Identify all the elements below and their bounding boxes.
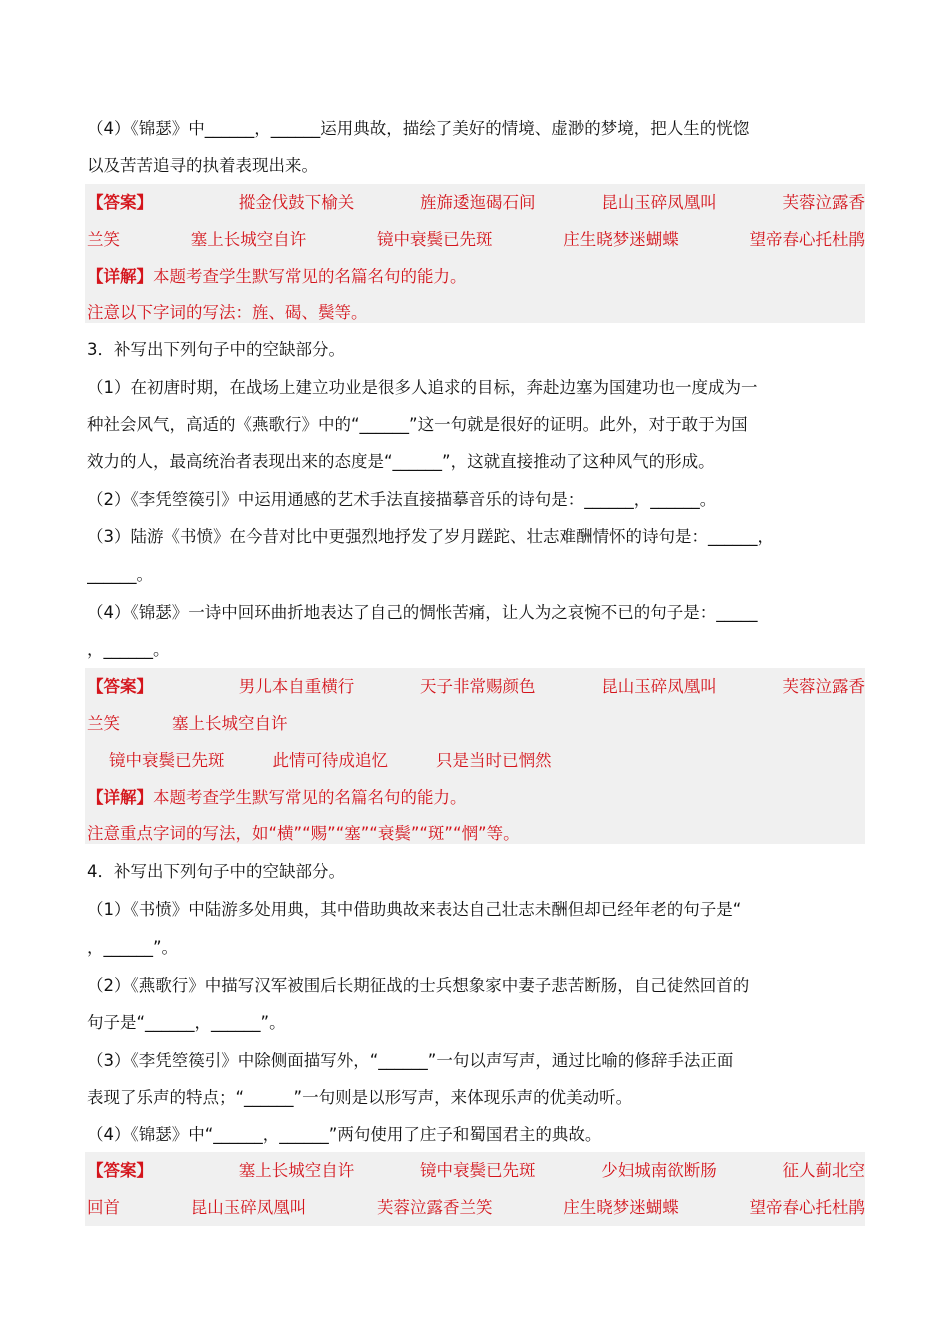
prev-q4-line2: 以及苦苦追寻的执着表现出来。 — [87, 156, 318, 175]
answer-label: 【答案】 — [87, 1161, 153, 1180]
q3-answer-row2 — [87, 705, 865, 742]
q3-p1-l2: 种社会风气，高适的《燕歌行》中的“______”这一句就是很好的证明。此外，对于敢于为国 — [87, 415, 748, 434]
answer-item: 男儿本自重横行 — [238, 677, 355, 696]
answer-item: 塞上长城空自许 — [238, 1161, 355, 1180]
answer-item: 镜中衰鬓已先斑 — [420, 1161, 536, 1180]
prev-answer-row1 — [87, 184, 865, 221]
q4-p2-l1: （2）《燕歌行》中描写汉军被围后长期征战的士兵想象家中妻子悲苦断肠，自己徒然回首的 — [87, 976, 750, 995]
answer-label: 【答案】 — [87, 677, 153, 696]
answer-item: 芙蓉泣露香 — [782, 193, 865, 212]
q3-p3-l1: （3）陆游《书愤》在今昔对比中更强烈地抒发了岁月蹉跎、壮志难酬情怀的诗句是：______， — [87, 527, 774, 546]
q4-p1-l2: ，______”。 — [87, 938, 179, 957]
answer-item: 镜中衰鬓已先斑 — [377, 230, 493, 249]
q4-answer-row1 — [87, 1152, 865, 1189]
detail-text: 本题考查学生默写常见的名篇名句的能力。 — [153, 267, 467, 286]
q3-note: 注意重点字词的写法，如“横”“赐”“塞”“衰鬓”“斑”“惘”等。 — [87, 824, 520, 843]
answer-item: 芙蓉泣露香兰笑 — [377, 1198, 493, 1217]
detail-label: 【详解】 — [87, 788, 153, 807]
answer-item: 征人蓟北空 — [782, 1161, 865, 1180]
answer-item: 望帝春心托杜鹃 — [749, 230, 865, 249]
q4-p4: （4）《锦瑟》中“______，______”两句使用了庄子和蜀国君主的典故。 — [87, 1125, 602, 1144]
answer-item: 昆山玉碎凤凰叫 — [190, 1198, 307, 1217]
answer-item: 庄生晓梦迷蝴蝶 — [563, 1198, 679, 1217]
answer-item: 少妇城南欲断肠 — [601, 1161, 717, 1180]
q3-detail — [87, 779, 865, 816]
q4-p3-l2: 表现了乐声的特点；“______”一句则是以形写声，来体现乐声的优美动听。 — [87, 1088, 633, 1107]
answer-item: 昆山玉碎凤凰叫 — [601, 677, 717, 696]
q3-answer-row1 — [87, 668, 865, 705]
answer-item: 望帝春心托杜鹃 — [749, 1198, 865, 1217]
q3-p4-l1: （4）《锦瑟》一诗中回环曲折地表达了自己的惆怅苦痛，让人为之哀惋不已的句子是：_____ — [87, 603, 758, 622]
answer-item: 塞上长城空自许 — [190, 230, 307, 249]
answer-item: 天子非常赐颜色 — [420, 677, 536, 696]
q3-p1-l1: （1）在初唐时期，在战场上建立功业是很多人追求的目标，奔赴边塞为国建功也一度成为一 — [87, 378, 758, 397]
answer-item: 回首 — [87, 1198, 120, 1217]
answer-item: 镜中衰鬓已先斑 — [109, 751, 225, 770]
answer-item: 只是当时已惘然 — [436, 751, 552, 770]
q3-p2: （2）《李凭箜篌引》中运用通感的艺术手法直接描摹音乐的诗句是：______，______。 — [87, 490, 717, 509]
q4-title: 4．补写出下列句子中的空缺部分。 — [87, 862, 345, 881]
answer-item: 塞上长城空自许 — [172, 714, 288, 733]
prev-q4-line1: （4）《锦瑟》中______，______运用典故，描绘了美好的情境、虚渺的梦境，把人生的恍惚 — [87, 119, 750, 138]
q4-p2-l2: 句子是“______，______”。 — [87, 1013, 286, 1032]
q4-answer-row2 — [87, 1189, 865, 1226]
q3-p4-l2: ，______。 — [87, 640, 170, 659]
q3-answer-row3 — [87, 742, 865, 779]
answer-item: 旌旆逶迤碣石间 — [420, 193, 536, 212]
q4-p3-l1: （3）《李凭箜篌引》中除侧面描写外，“______”一句以声写声，通过比喻的修辞手法正面 — [87, 1051, 734, 1070]
answer-item: 此情可待成追忆 — [272, 751, 388, 770]
answer-label: 【答案】 — [87, 193, 153, 212]
detail-text: 本题考查学生默写常见的名篇名句的能力。 — [153, 788, 467, 807]
prev-answer-row2 — [87, 221, 865, 258]
prev-detail — [87, 258, 865, 295]
answer-item: 庄生晓梦迷蝴蝶 — [563, 230, 679, 249]
prev-note: 注意以下字词的写法：旌、碣、鬓等。 — [87, 303, 368, 322]
answer-item: 昆山玉碎凤凰叫 — [601, 193, 717, 212]
q4-p1-l1: （1）《书愤》中陆游多处用典，其中借助典故来表达自己壮志未酬但却已经年老的句子是“ — [87, 900, 742, 919]
answer-item: 兰笑 — [87, 230, 120, 249]
detail-label: 【详解】 — [87, 267, 153, 286]
answer-item: 摐金伐鼓下榆关 — [238, 193, 355, 212]
answer-item: 芙蓉泣露香 — [782, 677, 865, 696]
answer-item: 兰笑 — [87, 714, 120, 733]
q3-title: 3．补写出下列句子中的空缺部分。 — [87, 340, 345, 359]
q3-p1-l3: 效力的人，最高统治者表现出来的态度是“______”，这就直接推动了这种风气的形成。 — [87, 452, 715, 471]
q3-p3-l2: ______。 — [87, 565, 153, 584]
